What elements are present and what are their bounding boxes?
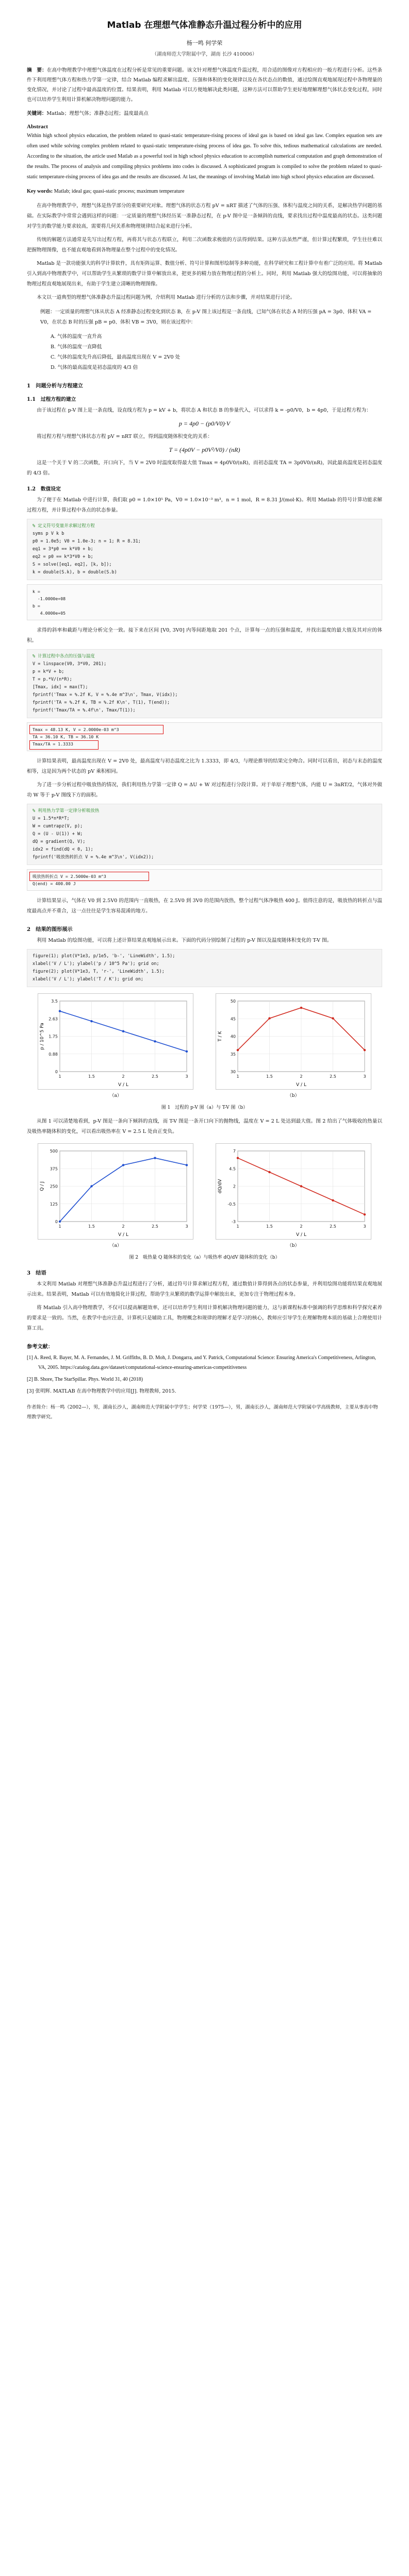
body-paragraph: 将过程方程与理想气体状态方程 pV = nRT 联立，得到温度随体积变化的关系： (37, 434, 212, 439)
body-paragraph: 计算结果表明，最高温度出现在 V = 2V0 处，最高温度与初态温度之比为 1.3333，即 4/3，与理论推导的结果完全吻合。同时可以看出，初态与末态的温度相等，这是因为两个状态的 pV 乘积相同。 (27, 758, 382, 774)
section-heading: 1 问题分析与方程建立 (27, 383, 83, 389)
code-line: V = linspace(V0, 3*V0, 201); (32, 662, 107, 667)
pv-chart (38, 993, 193, 1090)
y-tick-label: -0.5 (227, 1201, 236, 1207)
data-point (237, 1157, 239, 1159)
x-tick-label: 1 (58, 1224, 61, 1229)
output-block (27, 584, 382, 620)
output-line: k = (32, 589, 40, 594)
x-tick-label: 1.5 (266, 1074, 273, 1079)
intro-paragraph: 在高中物理教学中，理想气体是热学部分的重要研究对象。理想气体的状态方程 pV = nRT 描述了气体的压强、体积与温度之间的关系，是解决热学问题的基础。在实际教学中常常会遇到这样的问题：一定质量的理想气体经历某一准静态过程，在 p-V 图中是一条倾斜的直线，要求找出过程中温度最高的状态。这类问题对学生的数学能力要求较高，需要将几何关系和物理规律结合起来进行分析。 (27, 203, 382, 229)
x-tick-label: 2.5 (329, 1074, 336, 1079)
section-heading: 3 结语 (27, 1270, 46, 1276)
reference-item: [3] 张明辉. MATLAB 在高中物理教学中的应用[J]. 物理教师, 2015. (27, 1388, 176, 1394)
subsection-heading: 1.1 过程方程的建立 (27, 397, 76, 402)
body-paragraph: 为了进一步分析过程中吸放热的情况，我们利用热力学第一定律 Q = ΔU + W 对过程进行分段计算。对于单原子理想气体，内能 U = 3nRT/2，气体对外做功 W 等于 p-V 图线下方的面积。 (27, 782, 382, 798)
y-tick-label: 1.75 (48, 1034, 58, 1039)
keywords-label: 关键词： (27, 111, 47, 116)
abstract (27, 65, 382, 105)
code-line: fprintf('TA = %.2f K, TB = %.2f K\n', T(1), T(end)); (32, 700, 170, 705)
highlight-box (29, 740, 99, 750)
code-line: fprintf('吸放热转折点 V = %.4e m^3\n', V(idx2)); (32, 855, 154, 860)
figure-caption: 图 2 吸热量 Q 随体积的变化（a）与吸热率 dQ/dV 随体积的变化（b） (129, 1255, 280, 1260)
x-tick-label: 3 (363, 1074, 366, 1079)
output-line: Tmax/TA = 1.3333 (32, 741, 73, 747)
code-line: Q = (U - U(1)) + W; (32, 832, 83, 837)
code-line: W = cumtrapz(V, p); (32, 824, 83, 829)
x-tick-label: 2.5 (152, 1074, 159, 1079)
x-axis-label: V / L (118, 1232, 129, 1238)
subcaption: （b） (287, 1093, 300, 1098)
body-paragraph: 利用 Matlab 的绘图功能，可以将上述计算结果直观地展示出来。下面的代码分别绘制了过程的 p-V 图以及温度随体积变化的 T-V 图。 (37, 938, 332, 943)
y-axis-label: Q / J (40, 1181, 45, 1191)
data-point (122, 1164, 124, 1166)
y-tick-label: 2 (233, 1184, 236, 1189)
keywords-en-text: Matlab; ideal gas; quasi-static process; maximum temperature (54, 189, 185, 194)
data-point (268, 1171, 270, 1173)
paper-title: Matlab 在理想气体准静态升温过程分析中的应用 (107, 20, 302, 30)
data-point (59, 1010, 61, 1012)
formula: T = (4p0V − p0V²/V0) / (nR) (169, 446, 240, 453)
problem-option: C. 气体的温度先升高后降低，最高温度出现在 V = 2V0 处 (51, 354, 181, 360)
intro-paragraph: 传统的解题方法通常是先写出过程方程，再将其与状态方程联立，利用二次函数求极值的方法得到结果。这种方法虽然严谨，但计算过程繁琐，学生往往难以把握物理图像，也不能直观地看到各物理量在整个过程中的变化情况。 (27, 237, 382, 253)
output-line: Q(end) = 400.00 J (32, 881, 76, 886)
output-line: 4.0000e+05 (32, 611, 66, 616)
figure-row (27, 1143, 382, 1240)
body-paragraph: 计算结果显示，气体在 V0 到 2.5V0 的范围内一直吸热，在 2.5V0 到 3V0 的范围内放热，整个过程气体净吸热 400 J。值得注意的是，吸放热的转折点与温度最高点并不重合，这一点往往是学生容易混淆的地方。 (27, 898, 382, 914)
x-tick-label: 1.5 (88, 1074, 95, 1079)
y-tick-label: 0.88 (48, 1052, 58, 1057)
code-line: xlabel('V / L'); ylabel('T / K'); grid on; (32, 977, 143, 982)
x-tick-label: 1 (236, 1224, 239, 1229)
body-paragraph: 为了便于在 Matlab 中进行计算，我们取 p0 = 1.0×10⁵ Pa，V0 = 1.0×10⁻³ m³，n = 1 mol，R = 8.31 J/(mol·K)。利用 Matlab 的符号计算功能求解过程方程，并计算过程中各点的状态参量。 (27, 497, 382, 513)
code-comment: % 利用热力学第一定律分析吸放热 (32, 808, 100, 814)
figure-caption: 图 1 过程的 p-V 图（a）与 T-V 图（b） (161, 1105, 248, 1110)
abstract-text: 在高中物理教学中理想气体温度在过程分析是常见的重要问题。该文针对理想气体温度升温过程，用合适的图像对方程相应的一般方程进行分析。这些条件下利用理想气体方程和热力学第一定律，结合 Matlab 编程求解出温度、压强和体积的变化规律以及在各状态点的数值，通过绘图直观地展现过程中各物理量的变化情况，并讨论了过程中最高温度的位置。结果表明，利用 Matlab 可以方便地解决此类问题，这种方法可以帮助学生更好地理解理想气体状态变化过程，同时也可以培养学生利用计算机解决物理问题的能力。 (27, 67, 383, 103)
code-line: [Tmax, idx] = max(T); (32, 685, 88, 690)
subcaption: （b） (287, 1243, 300, 1248)
code-line: eq2 = p0 == k*3*V0 + b; (32, 554, 93, 560)
y-tick-label: 30 (230, 1070, 236, 1074)
highlight-box (29, 872, 149, 881)
output-block (27, 722, 382, 751)
abstract-en-heading: Abstract (27, 124, 48, 130)
authors: 杨一鸣 何学荣 (186, 40, 223, 46)
y-tick-label: 50 (230, 999, 236, 1004)
code-line: idx2 = find(dQ < 0, 1); (32, 847, 93, 852)
formula: p = 4p0 − (p0/V0)·V (178, 420, 231, 427)
output-line: Tmax = 48.13 K, V = 2.0000e-03 m^3 (32, 727, 119, 732)
figure-row (27, 993, 382, 1090)
data-point (332, 1017, 334, 1019)
code-comment: % 定义符号变量并求解过程方程 (32, 523, 95, 529)
subcaption: （a） (109, 1093, 122, 1098)
intro-paragraph: 本文以一道典型的理想气体准静态升温过程问题为例，介绍利用 Matlab 进行分析的方法和步骤，并对结果进行讨论。 (37, 295, 296, 300)
body-paragraph: 求得的斜率和截距与理论分析完全一致。接下来在区间 [V0, 3V0] 内等间距地取 201 个点，计算每一点的压强和温度，并找出温度的最大值及其对应的体积。 (27, 628, 382, 643)
body-paragraph: 这是一个关于 V 的二次函数，开口向下，当 V = 2V0 时温度取得最大值 Tmax = 4p0V0/(nR)，而初态温度 TA = 3p0V0/(nR)，因此最高温度是初态温度的 4/3 倍。 (27, 460, 382, 476)
x-tick-label: 2 (122, 1074, 125, 1079)
code-block (27, 804, 382, 865)
code-line: syms p V k b (32, 531, 64, 536)
data-point (91, 1020, 93, 1022)
data-point (91, 1185, 93, 1187)
x-tick-label: 2.5 (329, 1224, 336, 1229)
code-line: fprintf('Tmax/TA = %.4f\n', Tmax/T(1)); (32, 708, 136, 713)
subsection-heading: 1.2 数值设定 (27, 486, 61, 492)
data-point (122, 1030, 124, 1032)
data-point (154, 1040, 156, 1042)
output-line: TA = 36.10 K, TB = 36.10 K (32, 734, 99, 739)
y-tick-label: 2.63 (48, 1016, 58, 1022)
code-line: T = p.*V/(n*R); (32, 677, 72, 682)
x-tick-label: 2 (300, 1224, 303, 1229)
y-tick-label: -3 (231, 1219, 236, 1224)
y-tick-label: 0 (55, 1219, 58, 1224)
body-paragraph: 从图 1 可以清楚地看到，p-V 图是一条向下倾斜的直线，而 T-V 图是一条开口向下的抛物线，温度在 V = 2 L 处达到最大值。图 2 给出了气体吸收的热量以及吸热率随体积的变化，可以看出吸热率在 V = 2.5 L 处由正变负。 (27, 1118, 382, 1134)
x-tick-label: 1.5 (88, 1224, 95, 1229)
y-tick-label: 3.5 (51, 999, 58, 1004)
code-line: U = 1.5*n*R*T; (32, 816, 70, 821)
q-chart (38, 1143, 193, 1240)
y-axis-label: p / 10^5 Pa (40, 1023, 45, 1050)
x-axis-label: V / L (296, 1232, 306, 1238)
data-point (59, 1221, 61, 1223)
y-tick-label: 500 (50, 1149, 58, 1154)
reference-item: [2] B. Shore, The StarSpillar. Phys. World 31, 40 (2018) (27, 1377, 143, 1382)
highlight-box (29, 725, 163, 734)
y-tick-label: 4.5 (229, 1166, 236, 1172)
data-point (154, 1157, 156, 1159)
code-block (27, 649, 382, 718)
y-tick-label: 35 (230, 1052, 236, 1057)
y-tick-label: 7 (233, 1149, 236, 1154)
keywords-text: Matlab；理想气体；准静态过程；温度最高点 (46, 111, 149, 116)
data-point (268, 1017, 270, 1019)
code-line: p = k*V + b; (32, 669, 64, 674)
code-line: p0 = 1.0e5; V0 = 1.0e-3; n = 1; R = 8.31; (32, 539, 141, 544)
reference-item: [1] A. Reed, R. Bayer, M. A. Fernandes, J. M. Griffiths, B. D. Moh, J. Dongarra, and Y. Patrick, Computational Science: Ensuring America's Competitiveness, Arlington, VA, 2005. https://catalog.data.gov/dataset/computational-science-ensuring-americas-competitiveness (27, 1355, 376, 1370)
data-point (186, 1164, 188, 1166)
code-line: S = solve([eq1, eq2], [k, b]); (32, 562, 112, 567)
data-point (186, 1050, 188, 1053)
problem-option: D. 气体的最高温度是初态温度的 4/3 倍 (51, 365, 138, 370)
output-block (27, 869, 382, 891)
problem-option: A. 气体的温度一直升高 (51, 334, 102, 340)
keywords-en (27, 187, 382, 197)
code-line: figure(1); plot(V*1e3, p/1e5, 'b-', 'LineWidth', 1.5); (32, 954, 175, 959)
x-axis-label: V / L (296, 1082, 306, 1088)
x-tick-label: 2.5 (152, 1224, 159, 1229)
y-tick-label: 250 (50, 1184, 58, 1189)
data-point (237, 1049, 239, 1051)
y-axis-label: dQ/dV (217, 1179, 223, 1194)
affiliation: （湖南师范大学附属中学，湖南 长沙 410006） (152, 52, 257, 57)
example-problem: 例题：一定质量的理想气体从状态 A 经准静态过程变化到状态 B，在 p-V 图上该过程是一条直线，已知气体在状态 A 时的压强 pA = 3p0、体积 VA = V0，在状态 B 时的压强 pB = p0、体积 VB = 3V0，则在该过程中： (40, 309, 372, 325)
code-line: figure(2); plot(V*1e3, T, 'r-', 'LineWidth', 1.5); (32, 969, 165, 974)
x-tick-label: 1.5 (266, 1224, 273, 1229)
keywords (27, 109, 382, 118)
code-line: eq1 = 3*p0 == k*V0 + b; (32, 547, 93, 552)
subcaption: （a） (109, 1243, 122, 1248)
code-line: xlabel('V / L'); ylabel('p / 10^5 Pa'); grid on; (32, 961, 159, 967)
y-axis-label: T / K (217, 1031, 223, 1042)
abstract-label: 摘 要： (27, 67, 47, 73)
y-tick-label: 40 (230, 1034, 236, 1039)
tv-chart (216, 993, 371, 1090)
y-tick-label: 125 (50, 1201, 58, 1207)
x-tick-label: 1 (58, 1074, 61, 1079)
output-line: 吸放热转折点 V = 2.5000e-03 m^3 (32, 874, 106, 879)
code-line: dQ = gradient(Q, V); (32, 839, 86, 844)
keywords-en-label: Key words: (27, 189, 53, 194)
data-point (364, 1213, 366, 1215)
body-paragraph: 由于该过程在 p-V 图上是一条直线，设直线方程为 p = kV + b，将状态 A 和状态 B 的参量代入，可以求得 k = -p0/V0，b = 4p0，于是过程方程为： (37, 408, 371, 413)
data-point (364, 1049, 366, 1051)
y-tick-label: 375 (50, 1166, 58, 1172)
section-heading: 2 结果的图形展示 (27, 926, 73, 933)
x-tick-label: 1 (236, 1074, 239, 1079)
dq-chart (216, 1143, 371, 1240)
x-tick-label: 3 (185, 1224, 188, 1229)
figure-subcaptions (27, 1242, 382, 1248)
problem-option: B. 气体的温度一直降低 (51, 344, 102, 350)
x-tick-label: 3 (363, 1224, 366, 1229)
y-tick-label: 0 (55, 1070, 58, 1074)
body-paragraph: 将 Matlab 引入高中物理教学，不仅可以提高解题效率，还可以培养学生利用计算机解决物理问题的能力，这与新课程标准中强调的科学思维和科学探究素养的要求是一致的。当然，在教学中也应注意，计算机只是辅助工具，物理概念和规律的理解才是学习的核心，教师应引导学生在理解物理本质的基础上合理使用计算工具。 (27, 1305, 382, 1331)
code-block (27, 949, 382, 987)
data-point (300, 1007, 302, 1009)
body-paragraph: 本文利用 Matlab 对理想气体准静态升温过程进行了分析，通过符号计算求解过程方程，通过数值计算得到各点的状态参量，并利用绘图功能将结果直观地展示出来。结果表明，Matlab 可以有效地简化计算过程，帮助学生从繁琐的数学运算中解放出来，更加专注于物理过程本身。 (27, 1281, 382, 1297)
data-point (300, 1185, 302, 1187)
figure-subcaptions (27, 1092, 382, 1098)
abstract-en-text: Within high school physics education, the problem related to quasi-static temperature-rising process of ideal gas is based on ideal gas law. Complex equation sets are often used while solving complex problem related to quasi-static temperature-rising process of idea gas. To solve this, tedious mathematical calculations are needed. According to the situation, the article used Matlab as a powerful tool in high school physics education to accomplish numerical computation and graph demonstration of the results. The process of analysis and compiling physics problems into codes is discussed. A sophisticated program is compiled to solve the problem related to quasi-static temperature-rising process of idea gas and the results are discussed. At last, the meanings of involving Matlab into high school physics education are discussed. (27, 133, 382, 180)
output-line: -1.0000e+08 (32, 596, 66, 601)
references-heading: 参考文献： (27, 1344, 53, 1350)
code-line: k = double(S.k), b = double(S.b) (32, 570, 117, 575)
author-note: 作者简介：杨一鸣（2002—），男，湖南长沙人，湖南师范大学附属中学学生；何学荣（1975—），男，湖南长沙人，湖南师范大学附属中学高级教师，主要从事高中物理教学研究。 (27, 1404, 378, 1420)
code-block (27, 519, 382, 580)
x-tick-label: 2 (300, 1074, 303, 1079)
x-tick-label: 2 (122, 1224, 125, 1229)
y-tick-label: 45 (230, 1016, 236, 1022)
code-line: fprintf('Tmax = %.2f K, V = %.4e m^3\n', Tmax, V(idx)); (32, 692, 178, 698)
x-tick-label: 3 (185, 1074, 188, 1079)
data-point (332, 1199, 334, 1201)
code-comment: % 计算过程中各点的压强与温度 (32, 654, 95, 659)
x-axis-label: V / L (118, 1082, 129, 1088)
intro-paragraph: Matlab 是一款功能强大的科学计算软件，具有矩阵运算、数值分析、符号计算和图形绘制等多种功能，在科学研究和工程计算中有着广泛的应用。将 Matlab 引入到高中物理教学中，可以帮助学生从繁琐的数学计算中解放出来，把更多的精力放在物理过程的分析上。同时，利用 Matlab 强大的绘图功能，可以将抽象的物理过程直观地展现出来，有助于学生建立清晰的物理图像。 (27, 261, 382, 287)
output-line: b = (32, 603, 40, 608)
